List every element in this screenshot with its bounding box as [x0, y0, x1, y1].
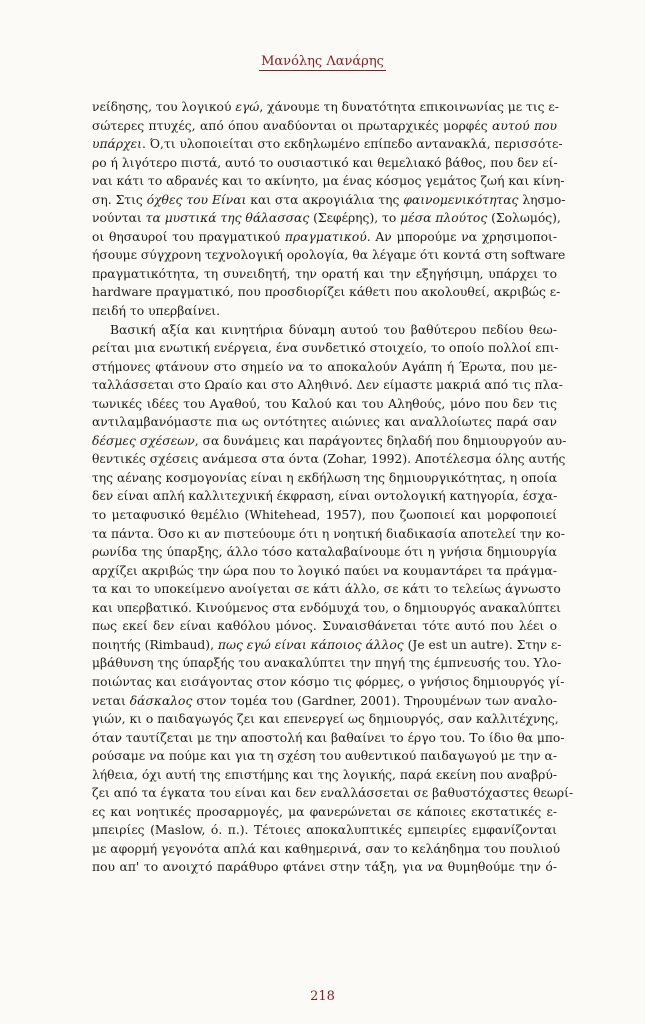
- text-run: που απ' το ανοιχτό παράθυρο φτάνει στην τάξη, για να θυμηθούμε την ό-: [92, 860, 557, 875]
- text-run: . Ό,τι υλοποιείται στο εκδηλωμένο επίπεδο αντανακλά, περισσότε-: [141, 137, 563, 152]
- text-line: [92, 617, 557, 636]
- text-run: (Je est un autre). Στην ε-: [403, 637, 562, 652]
- text-line: [92, 562, 557, 581]
- text-run: όταν ταυτίζεται με την αποστολή και βαθαίνει το έργο του. Το ίδιο θα μπο-: [92, 730, 565, 745]
- text-run: πως εκεί δεν είναι καθόλου μόνος. Συναισθάνεται τότε αυτό που λέει ο: [92, 619, 557, 634]
- text-run: ποιητής (Rimbaud),: [92, 637, 218, 652]
- text-run: γιών, κι ο παιδαγωγός ζει και επενεργεί ως δημιουργός, σαν καλλιτέχνης,: [92, 712, 559, 727]
- text-line: [92, 654, 562, 673]
- paragraph: [92, 321, 574, 877]
- text-line: [92, 729, 565, 748]
- text-run: νείδησης, του λογικού: [92, 100, 236, 114]
- text-run: αρχίζει ακριβώς την ώρα που το λογικό παύει να κουμαντάρει τα πράγμα-: [92, 563, 557, 578]
- text-line: [92, 191, 566, 210]
- text-run: ση. Στις: [92, 192, 147, 207]
- text-line: [92, 339, 557, 358]
- text-run: hardware πραγματικό, που προσδιορίζει κάθετι που ακολουθεί, ακριβώς ε-: [92, 285, 561, 300]
- text-run: ζει από τα έγκατα του είναι και δεν εναλλάσσεται σε βαθυστόχαστες θεωρί-: [92, 786, 574, 801]
- text-line: [92, 766, 557, 785]
- text-line: [92, 543, 557, 562]
- text-run: στον τομέα του (Gardner, 2001). Τηρουμένων των αναλο-: [192, 693, 558, 708]
- text-line: [92, 692, 557, 711]
- text-run: οι θησαυροί του πραγματικού: [92, 229, 285, 244]
- text-run: λησμο-: [518, 192, 566, 207]
- italic-run: εγώ: [235, 100, 260, 114]
- text-line: [92, 117, 557, 136]
- text-run: και στα ακρογιάλια της: [246, 192, 404, 207]
- text-run: νεται: [92, 693, 130, 708]
- text-run: , χάνουμε τη δυνατότητα επικοινωνίας με τις ε-: [259, 100, 559, 114]
- text-line: [92, 580, 561, 599]
- text-line: [92, 209, 561, 228]
- text-line: [92, 506, 557, 525]
- italic-run: όχθες του Είναι: [146, 192, 247, 207]
- text-run: Βασική αξία και κινητήρια δύναμη αυτού του βαθύτερου πεδίου θεω-: [110, 322, 557, 337]
- text-line: [92, 747, 557, 766]
- text-line: [92, 376, 563, 395]
- text-line: [92, 432, 567, 451]
- text-run: μβάθυνση της ύπαρξής του ανακαλύπτει την πηγή της έμπνευσής του. Υλο-: [92, 656, 562, 671]
- italic-run: πραγματικού: [284, 229, 367, 244]
- text-run: ποιώντας και εισάγοντας στον κόσμο τις φόρμες, ο γνήσιος δημιουργός γί-: [92, 674, 565, 689]
- italic-run: υπάρχει: [92, 137, 142, 152]
- text-run: δεν είναι απλή καλλιτεχνική έκφραση, είναι οντολογική κατηγορία, έσχα-: [92, 489, 558, 504]
- italic-run: αυτού που: [492, 118, 557, 133]
- text-run: τα και το υποκείμενο ανοίγεται σε κάτι άλλο, σε κάτι το τελείως άγνωστο: [92, 582, 561, 597]
- text-run: ταλλάσσεται στο Ωραίο και στο Αληθινό. Δεν είμαστε μακριά από τις πλα-: [92, 378, 563, 393]
- text-run: , σα δυνάμεις και παράγοντες δηλαδή που δημιουργούν αυ-: [194, 433, 567, 448]
- text-run: ήσουμε σύγχρονη τεχνολογική ορολογία, θα λέγαμε ότι κοντά στη software: [92, 248, 566, 263]
- text-run: τα πάντα. Όσο κι αν πιστεύουμε ότι η νοητική διαδικασία αποτελεί την κο-: [92, 526, 565, 541]
- text-line: [92, 784, 574, 803]
- text-line: [92, 821, 557, 840]
- page-number: 218: [310, 989, 335, 1004]
- text-line: [92, 358, 557, 377]
- text-line: [92, 803, 557, 822]
- body-text: [92, 98, 574, 877]
- text-run: αντιλαμβανόμαστε πια ως οντότητες αιώνιες και αναλλοίωτες παρά σαν: [92, 415, 557, 430]
- text-run: με αφορμή γεγονότα απλά και καθημερινά, σαν το κελάηδημα του πουλιού: [92, 841, 561, 856]
- text-line: [92, 840, 561, 859]
- text-run: ναι κάτι το αδρανές και το ακίνητο, μα ένας κόσμος γεμάτος ζωή και κίνη-: [92, 174, 565, 189]
- text-run: πραγματικότητα, τη συνειδητή, την ορατή και την εξηγήσιμη, υπάρχει το: [92, 266, 557, 281]
- running-head-author: Μανόλης Λανάρης: [261, 54, 384, 69]
- text-run: πειδή το υπερβαίνει.: [92, 304, 221, 319]
- text-line: [92, 395, 557, 414]
- text-line: [92, 302, 557, 321]
- text-line: [92, 710, 557, 729]
- italic-run: δάσκαλος: [129, 693, 193, 708]
- text-run: ρο ή λιγότερο πιστά, αυτό το ουσιαστικό και θεμελιακό βάθος, που δεν εί-: [92, 155, 558, 170]
- text-line: [92, 599, 561, 618]
- text-line: [92, 135, 563, 154]
- text-run: τωνικές ιδέες του Αγαθού, του Καλού και του Αληθούς, μόνο που δεν τις: [92, 396, 557, 411]
- text-run: νούνται: [92, 211, 146, 226]
- text-run: θεντικές σχέσεις ανάμεσα στα όντα (Zohar, 1992). Αποτέλεσμα όλης αυτής: [92, 452, 566, 467]
- italic-run: μέσα πλούτος: [400, 211, 488, 226]
- text-run: (Σεφέρης), το: [309, 211, 401, 226]
- text-line: [92, 450, 566, 469]
- text-line: [92, 469, 557, 488]
- text-line: [92, 487, 557, 506]
- text-line: [92, 321, 557, 340]
- italic-run: πως εγώ είναι κάποιος άλλος: [217, 637, 404, 652]
- text-run: (Σολωμός),: [487, 211, 561, 226]
- text-line: [92, 265, 557, 284]
- text-line: [92, 673, 565, 692]
- italic-run: φαινομενικότητας: [403, 192, 519, 207]
- text-line: [92, 636, 562, 655]
- text-run: . Αν μπορούμε να χρησιμοποι-: [366, 229, 557, 244]
- text-run: ρωνίδα της ύπαρξης, άλλο τόσο καταλαβαίνουμε ότι η γνήσια δημιουργία: [92, 545, 557, 560]
- text-run: ες και νοητικές προσαρμογές, μα φανερώνεται σε κάποιες εκστατικές ε-: [92, 804, 557, 819]
- text-line: [92, 283, 561, 302]
- text-run: το μεταφυσικό θεμέλιο (Whitehead, 1957), που ζωοποιεί και μορφοποιεί: [92, 508, 557, 523]
- text-run: ρούσαμε να πούμε και για τη σχέση του αυθεντικού παιδαγωγού με την α-: [92, 749, 557, 764]
- italic-run: τα μυστικά της θάλασσας: [145, 211, 310, 226]
- text-line: [92, 246, 566, 265]
- text-line: [92, 172, 565, 191]
- text-run: ρείται μια ενωτική ενέργεια, ένα συνδετικό στοιχείο, το οποίο πολλοί επι-: [92, 341, 559, 356]
- text-line: [92, 98, 557, 117]
- running-head: [0, 54, 645, 71]
- text-run: σώτερες πτυχές, από όπου αναδύονται οι πρωταρχικές μορφές: [92, 118, 493, 133]
- text-run: λήθεια, όχι αυτή της επιστήμης και της λογικής, παρά εκείνη που αναβρύ-: [92, 767, 557, 782]
- text-run: στήμονες φτάνουν στο σημείο να το αποκαλούν Αγάπη ή Έρωτα, που με-: [92, 359, 557, 374]
- text-line: [92, 154, 557, 173]
- text-run: και υπερβατικό. Κινούμενος στα ενδόμυχά του, ο δημιουργός ανακαλύπτει: [92, 600, 561, 615]
- text-run: μπειρίες (Maslow, ό. π.). Τέτοιες αποκαλυπτικές εμπειρίες εμφανίζονται: [92, 823, 557, 838]
- text-run: της αέναης κοσμογονίας είναι η εκδήλωση της δημιουργικότητας, η οποία: [92, 470, 558, 485]
- text-line: [92, 413, 557, 432]
- text-line: [92, 228, 557, 247]
- italic-run: δέσμες σχέσεων: [92, 433, 195, 448]
- text-line: [92, 858, 557, 877]
- paragraph: [92, 98, 566, 321]
- text-line: [92, 525, 565, 544]
